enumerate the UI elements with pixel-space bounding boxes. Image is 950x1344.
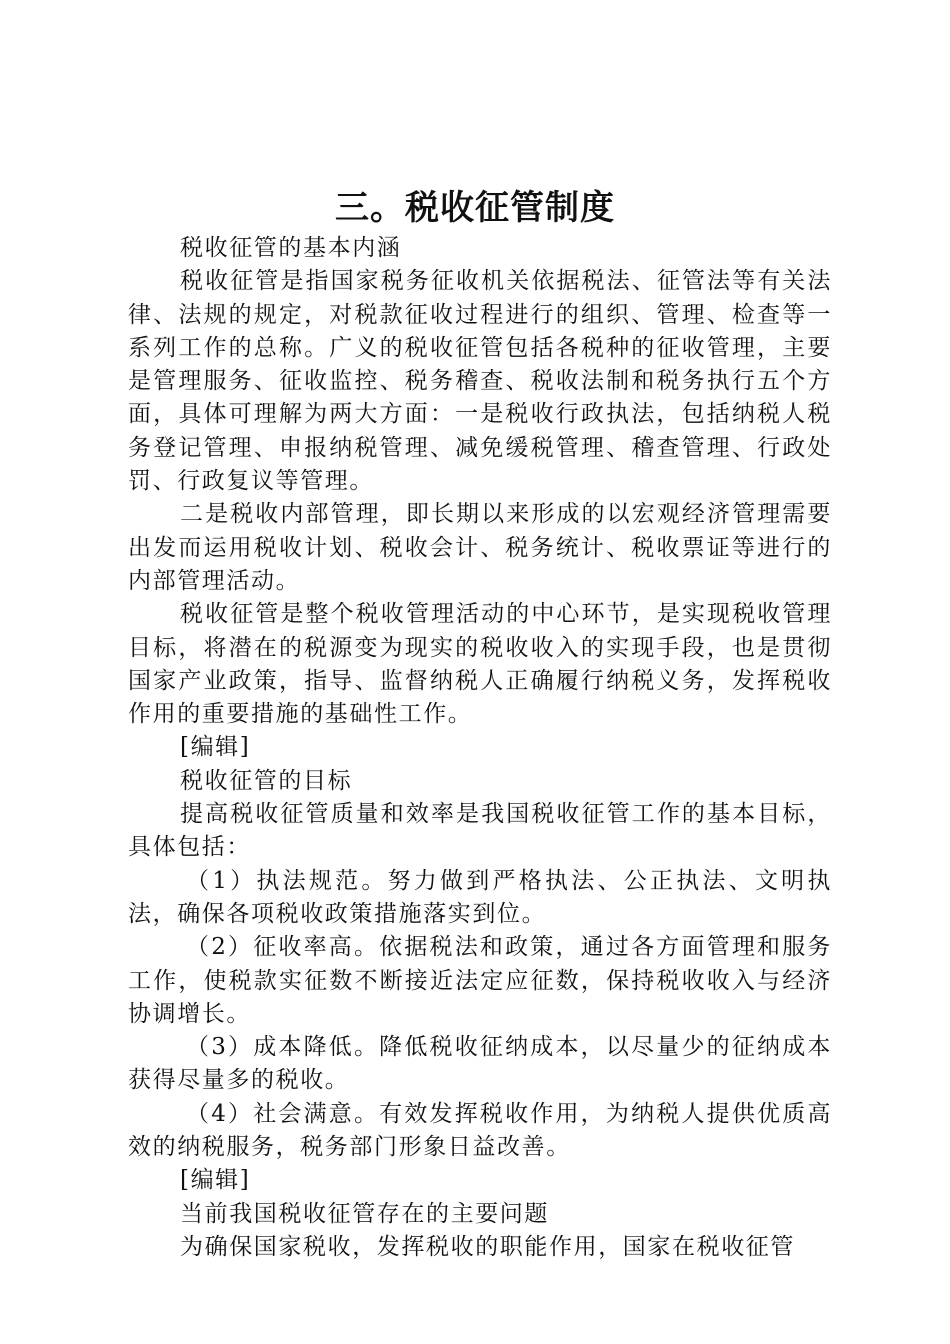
list-item-goal-1: （1）执法规范。努力做到严格执法、公正执法、文明执法，确保各项税收政策措施落实到位。 — [128, 867, 832, 927]
edit-link[interactable]: [编辑] — [180, 1167, 251, 1194]
section-heading-goals: 税收征管的目标 — [180, 767, 353, 794]
list-item-goal-3: （3）成本降低。降低税收征纳成本，以尽量少的征纳成本获得尽量多的税收。 — [128, 1034, 832, 1094]
list-item-goal-4: （4）社会满意。有效发挥税收作用，为纳税人提供优质高效的纳税服务，税务部门形象日益改善。 — [128, 1100, 832, 1161]
document-title: 三。税收征管制度 — [335, 188, 615, 228]
paragraph-internal-management: 二是税收内部管理，即长期以来形成的以宏观经济管理需要出发而运用税收计划、税收会计、税务统计、税收票证等进行的内部管理活动。 — [128, 501, 832, 594]
section-heading-basic-meaning: 税收征管的基本内涵 — [180, 235, 402, 261]
edit-link[interactable]: [编辑] — [180, 734, 251, 761]
paragraph-central-link: 税收征管是整个税收管理活动的中心环节，是实现税收管理目标，将潜在的税源变为现实的税收收入的实现手段，也是贯彻国家产业政策，指导、监督纳税人正确履行纳税义务，发挥税收作用的重要措施的基础性工作。 — [128, 601, 832, 728]
paragraph-problems-intro: 为确保国家税收，发挥税收的职能作用，国家在税收征管 — [180, 1233, 795, 1260]
section-heading-problems: 当前我国税收征管存在的主要问题 — [180, 1200, 549, 1227]
list-item-goal-2: （2）征收率高。依据税法和政策，通过各方面管理和服务工作，使税款实征数不断接近法定应征数，保持税收收入与经济协调增长。 — [128, 934, 832, 1027]
document-body — [128, 232, 832, 1264]
paragraph-definition: 税收征管是指国家税务征收机关依据税法、征管法等有关法律、法规的规定，对税款征收过程进行的组织、管理、检查等一系列工作的总称。广义的税收征管包括各税种的征收管理，主要是管理服务、征收监控、税务稽查、税收法制和税务执行五个方面，具体可理解为两大方面：一是税收行政执法，包括纳税人税务登记管理、申报纳税管理、减免缓税管理、稽查管理、行政处罚、行政复议等管理。 — [128, 268, 832, 495]
paragraph-goals-intro: 提高税收征管质量和效率是我国税收征管工作的基本目标，具体包括： — [128, 801, 832, 861]
